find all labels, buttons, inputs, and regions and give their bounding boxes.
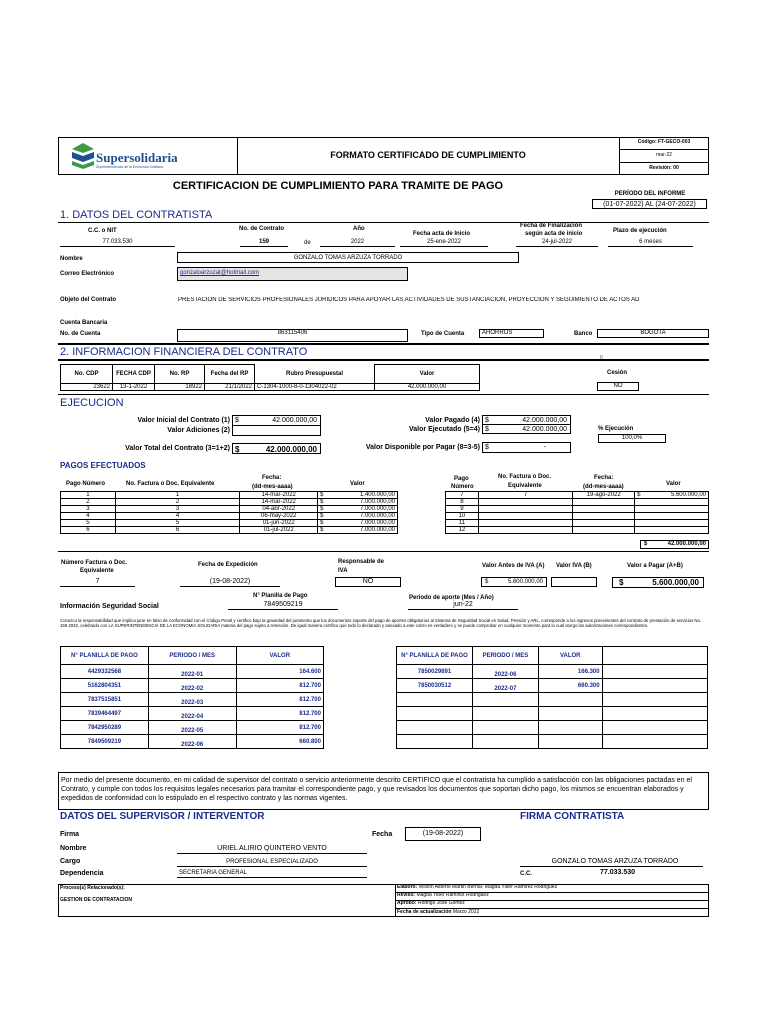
payment-date (573, 513, 635, 520)
planilla-period: 2022-04 (148, 707, 236, 721)
payments-total (640, 540, 709, 549)
payment-currency: $ (318, 499, 330, 506)
cdp-h-rubro: Rubro Presupuestal (255, 365, 375, 384)
year-value: 2022 (350, 239, 365, 245)
period-label: PERÍODO DEL INFORME (614, 191, 686, 197)
dep-value: SECRETARIA GENERAL (179, 870, 247, 876)
planilla-number: 5162804351 (61, 679, 149, 693)
rp-date: 21/1/2022 (205, 384, 255, 391)
payment-date: 01-jun-2022 (240, 520, 318, 527)
payment-number: 3 (61, 506, 116, 513)
sec2-mark: II (600, 355, 603, 361)
payment-value (645, 513, 709, 520)
payment-row (446, 513, 709, 520)
payment-invoice: 2 (115, 499, 240, 506)
updated (397, 910, 479, 915)
planilla-period: 2022-03 (148, 693, 236, 707)
planilla-period: 2022-07 (472, 679, 538, 693)
fecha-label: Fecha (372, 831, 393, 838)
pay-h-inv2b: Equivalente (508, 483, 542, 489)
payment-value: 7.000.000,00 (330, 527, 398, 534)
dep-label: Dependencia (60, 870, 104, 877)
planilla-extra (602, 735, 707, 749)
pay-h-inv: No. Factura o Doc. Equivalente (126, 481, 215, 487)
proc-label: Proceso(s) Relacionado(s): (60, 885, 125, 891)
cur-sign: $ (644, 541, 648, 547)
planillas-left-table (60, 646, 324, 749)
elaboro (397, 885, 557, 890)
cargo-label: Cargo (60, 858, 81, 865)
end-value: 24-jul-2022 (541, 239, 573, 245)
planilla-row (61, 721, 324, 735)
ss-period-label: Periodo de aporte (Mes / Año) (409, 595, 494, 601)
doc-code: Código: FT-GECO-003 (637, 139, 691, 145)
planilla-number: 4429332568 (61, 665, 149, 679)
cesion-label: Cesión (607, 370, 628, 376)
payment-date (573, 499, 635, 506)
planilla-row (397, 665, 708, 679)
sup-name-label: Nombre (60, 845, 87, 852)
planilla-period (472, 707, 538, 721)
contractor-cc: 77.033.530 (600, 869, 636, 876)
apr-value: Rodrigo Jose Gómez (417, 900, 465, 906)
planilla-value: 812.700 (236, 693, 323, 707)
executed-label: Valor Ejecutado (5=4) (409, 426, 480, 433)
cdp-date: 13-1-2022 (113, 384, 155, 391)
payment-number: 1 (61, 492, 116, 499)
cur-sign: $ (485, 417, 489, 424)
payment-invoice: 5 (115, 520, 240, 527)
payment-value: 7.000.000,00 (330, 513, 398, 520)
payment-invoice (478, 513, 572, 520)
email-field[interactable]: gonzaloarzuzat@hotmail.com (177, 267, 408, 281)
payment-date: 19-ago-2022 (573, 492, 635, 499)
payment-date: 01-jul-2022 (240, 527, 318, 534)
planilla-number: 7842950289 (61, 721, 149, 735)
planilla-number (397, 735, 473, 749)
initial-label: Valor Inicial del Contrato (1) (137, 417, 230, 424)
executed-value: 42.000.000,00 (522, 426, 567, 433)
planilla-period: 2022-06 (472, 665, 538, 679)
total-value: 42.000.000,00 (265, 445, 317, 454)
contract-label: No. de Contrato (239, 226, 284, 232)
term-label: Plazo de ejecución (613, 228, 667, 234)
payment-date: 04-abr-2022 (240, 506, 318, 513)
payment-number: 8 (446, 499, 479, 506)
planilla-value (538, 707, 602, 721)
iva-resp: NO (335, 577, 401, 587)
planilla-period (472, 735, 538, 749)
payment-number: 12 (446, 527, 479, 534)
payment-row (446, 506, 709, 513)
planilla-number: 7849509219 (61, 735, 149, 749)
add-field (232, 425, 321, 436)
payment-invoice (478, 499, 572, 506)
payment-row (61, 506, 398, 513)
cur-inv-label2: Equivalente (80, 568, 114, 574)
payment-currency: $ (318, 513, 330, 520)
add-label: Valor Adiciones (2) (167, 427, 230, 434)
pay-h-date1: Fecha: (262, 475, 282, 481)
payment-invoice (478, 520, 572, 527)
planilla-value: 660.300 (538, 679, 602, 693)
planilla-row (397, 735, 708, 749)
cdp-h-rp: No. RP (155, 365, 205, 384)
payment-invoice (478, 527, 572, 534)
payment-date (573, 520, 635, 527)
payment-number: 5 (61, 520, 116, 527)
to-pay-field (612, 577, 704, 588)
cur-sign: $ (485, 444, 489, 451)
object-value: PRESTACIÓN DE SERVICIOS PROFESIONALES JURIDICOS PARA APOYAR LAS ACTIVIDADES DE SUSTANCIACION, PROYECCIÓN Y SEGUIMIENTO DE ACTOS AD (178, 297, 640, 303)
payment-number: 7 (446, 492, 479, 499)
payment-date (573, 527, 635, 534)
planilla-value: 7849509219 (263, 601, 303, 608)
exp-date-label: Fecha de Expedición (198, 562, 258, 568)
pay-h-date2: (dd-mes-aaaa) (252, 484, 293, 490)
planilla-period: 2022-01 (148, 665, 236, 679)
payment-currency: $ (635, 492, 645, 499)
cc-value: 77.033.530 (102, 239, 133, 245)
contractor-sign-title: FIRMA CONTRATISTA (520, 811, 625, 822)
cdp-num: 23622 (61, 384, 113, 391)
planilla-header-row (61, 647, 324, 665)
total-label: Valor Total del Contrato (3=1+2) (125, 445, 230, 452)
cur-sign: $ (619, 578, 624, 587)
payment-currency (635, 506, 645, 513)
pay-h-val: Valor (350, 481, 365, 487)
aprobo (397, 901, 465, 906)
pct-label: % Ejecución (598, 426, 634, 432)
payment-row (61, 492, 398, 499)
period-value: (01-07-2022) AL (24-07-2022) (592, 199, 707, 209)
year-label: Año (353, 226, 365, 232)
payment-value: 7.000.000,00 (330, 506, 398, 513)
payment-currency (635, 499, 645, 506)
payments-total-value: 42.000.000,00 (667, 541, 706, 547)
acc-type-label: Tipo de Cuenta (421, 331, 465, 337)
iva-val-field (551, 577, 597, 587)
contract-de: de (304, 240, 311, 246)
cdp-value: 42.000.000,00 (375, 384, 480, 391)
start-label: Fecha acta de Inicio (413, 231, 471, 237)
form-title: FORMATO CERTIFICADO DE CUMPLIMIENTO (330, 150, 526, 160)
planilla-row (61, 693, 324, 707)
payment-value: 7.000.000,00 (330, 520, 398, 527)
planilla-row (397, 707, 708, 721)
contractor-name: GONZALO TOMAS ARZUZA TORRADO (551, 858, 679, 865)
exp-date: (19-08-2022) (209, 578, 251, 585)
planilla-number: 7850030512 (397, 679, 473, 693)
planilla-row (61, 735, 324, 749)
logo-icon (70, 141, 96, 171)
payment-date: 06-may-2022 (240, 513, 318, 520)
planilla-period: 2022-02 (148, 679, 236, 693)
available-value: - (543, 444, 546, 451)
cur-inv: 7 (95, 578, 100, 585)
before-iva: 5.600.000,00 (507, 579, 543, 585)
planilla-h-period: PERIODO / MES (148, 647, 236, 665)
firma-label: Firma (60, 831, 80, 838)
planilla-h-val: VALOR (538, 647, 602, 665)
elab-label: Elaboró: (397, 884, 418, 890)
iva-val-label: Valor IVA (B) (556, 563, 592, 569)
payment-currency (635, 513, 645, 520)
planilla-row (397, 721, 708, 735)
iva-label1: Responsable de (338, 559, 385, 565)
payment-date (573, 506, 635, 513)
planilla-header-row (397, 647, 708, 665)
planilla-row (61, 665, 324, 679)
payment-currency (635, 527, 645, 534)
supervisor-statement: Por medio del presente documento, en mi calidad de supervisor del contrato o servicio anteriormente descrito CERTIFICO que el contratista ha cumplido a satisfacción con las obligaciones pactadas en el Contrato, y cumple con todos los requisitos legales necesarios para tramitar el correspondiente pago, y que revisados los documentos que soportan dicho pago, los mismos se encuentran elaborados y expedidos de conformidad con lo estipulado en el respectivo contrato y las normas vigentes. (61, 777, 692, 802)
planilla-row (61, 679, 324, 693)
pay-h-valb: Valor (666, 481, 681, 487)
payment-value: 1.400.000,00 (330, 492, 398, 499)
payment-currency: $ (318, 527, 330, 534)
payment-row (61, 520, 398, 527)
contractor-cc-label: C.C. (520, 871, 532, 877)
planilla-period (472, 721, 538, 735)
payment-currency: $ (318, 492, 330, 499)
payments-right-table (445, 491, 709, 534)
pay-h-num2a: Pago (454, 476, 469, 482)
payment-value (645, 520, 709, 527)
planilla-extra (602, 707, 707, 721)
payment-number: 6 (61, 527, 116, 534)
cur-inv-label1: Número Factura o Doc. (61, 560, 128, 566)
paid-label: Valor Pagado (4) (425, 417, 480, 424)
payment-currency (635, 520, 645, 527)
cur-sign: $ (485, 426, 489, 433)
ss-label: Información Seguridad Social (60, 603, 159, 610)
planilla-label: N° Planilla de Pago (253, 593, 308, 599)
execution-title: EJECUCION (60, 397, 124, 409)
planilla-row (397, 679, 708, 693)
planillas-right-table (396, 646, 708, 749)
planilla-value: 164.600 (236, 665, 323, 679)
pay-h-num: Pago Número (66, 481, 106, 487)
planilla-number (397, 721, 473, 735)
planilla-period: 2022-06 (148, 735, 236, 749)
planilla-value (538, 735, 602, 749)
cur-sign: $ (235, 417, 239, 424)
section-1-title: 1. DATOS DEL CONTRATISTA (60, 209, 213, 221)
sup-name: URIEL ALIRIO QUINTERO VENTO (217, 845, 327, 852)
available-field (482, 442, 571, 453)
bank-acc-label: Cuenta Bancaria (60, 320, 108, 326)
name-field: GONZALO TOMAS ARZUZA TORRADO (177, 252, 519, 263)
upd-label: Fecha de actualización (397, 909, 452, 915)
payment-row (61, 499, 398, 506)
planilla-value (538, 693, 602, 707)
contract-value: 159 (258, 239, 269, 245)
planilla-extra (602, 721, 707, 735)
ss-period: jun-22 (453, 601, 473, 608)
pay-h-date2b: (dd-mes-aaaa) (583, 484, 624, 490)
planilla-value: 812.700 (236, 679, 323, 693)
paid-value: 42.000.000,00 (522, 417, 567, 424)
planilla-extra (602, 665, 707, 679)
account-field: 863115406 (177, 329, 408, 342)
before-iva-label: Valor Antes de IVA (A) (482, 563, 545, 569)
doc-date: mar-22 (656, 152, 672, 158)
acc-type-field: AHORROS (479, 329, 544, 338)
cdp-h-date: FECHA CDP (113, 365, 155, 384)
term-value: 6 meses (639, 239, 662, 245)
payment-currency: $ (318, 506, 330, 513)
rubro: C-1304-1000-8-0-1304022-02 (255, 384, 375, 391)
planilla-number: 7850029891 (397, 665, 473, 679)
planilla-h-num: N° PLANILLA DE PAGO (61, 647, 149, 665)
payment-value (645, 506, 709, 513)
planilla-extra (602, 693, 707, 707)
available-label: Valor Disponible por Pagar (8=3-5) (365, 444, 480, 451)
to-pay: 5.600.000,00 (652, 578, 699, 587)
payments-left-table (60, 491, 398, 534)
planilla-number (397, 707, 473, 721)
start-value: 25-ene-2022 (426, 239, 462, 245)
cur-sign: $ (235, 445, 240, 454)
rev-value: Magda Yiber Ramirez Rodriguez (416, 892, 489, 898)
planilla-value: 812.700 (236, 721, 323, 735)
cur-sign: $ (485, 579, 489, 585)
bank-field: BOGOTA (597, 329, 709, 338)
payment-row (446, 492, 709, 499)
payment-number: 4 (61, 513, 116, 520)
reviso (397, 893, 489, 898)
object-label: Objeto del Contrato (60, 297, 116, 303)
payment-currency: $ (318, 520, 330, 527)
planilla-number: 7837515851 (61, 693, 149, 707)
payment-row (446, 527, 709, 534)
payment-invoice (478, 506, 572, 513)
payment-row (61, 527, 398, 534)
cargo-value: PROFESIONAL ESPECIALIZADO (226, 859, 318, 865)
proc-value: GESTION DE CONTRATACION (60, 897, 133, 903)
elab-value: Wilson Alberto Martin Bernal- Magda Yiber Ramirez Rodriguez (418, 884, 558, 890)
planilla-extra (602, 647, 707, 665)
payment-invoice: 6 (115, 527, 240, 534)
section-2-title: 2. INFORMACION FINANCIERA DEL CONTRATO (60, 346, 308, 358)
doc-revision: Revisión: 00 (649, 165, 679, 171)
planilla-h-num: N° PLANILLA DE PAGO (397, 647, 473, 665)
logo-text: Supersolidaria (96, 150, 178, 165)
executed-field (482, 424, 571, 434)
rp-num: 18922 (155, 384, 205, 391)
upd-value: Marzo 2022 (452, 909, 480, 915)
payment-date: 14-mar-2022 (240, 499, 318, 506)
name-label: Nombre (60, 256, 83, 262)
payment-number: 9 (446, 506, 479, 513)
payment-row (446, 499, 709, 506)
payment-value (645, 499, 709, 506)
payment-invoice: 1 (115, 492, 240, 499)
planilla-value: 660.800 (236, 735, 323, 749)
cc-label: C.C. o NIT (88, 228, 117, 234)
payment-invoice: 7 (478, 492, 572, 499)
acc-no-label: No. de Cuenta (60, 331, 101, 337)
planilla-period (472, 693, 538, 707)
apr-label: Aprobó: (397, 900, 417, 906)
payment-value (645, 527, 709, 534)
total-field (232, 443, 321, 454)
ss-legal-text: Conozco la responsabilidad que implica jurar en falso de conformidad con el Código Penal y certifico bajo la gravedad del juramento que los documentos soporte del pago de aportes obligatorios al Sistema de Seguridad Social en Salud, Pensión y ARL, corresponde a los ingresos provenientes del contrato de prestación de servicios No. 159 2022, celebrado con LA SUPERINTENDENCIA DE LA ECONOMIA SOLIDARIA materia del pago sujeto a retención. De igual manera certifico que todo lo declarado y anexado a este cobro es verdadero y se puede comprobar en cualquier momento para lo cual otorgo las autorizaciones correspondientes. (60, 618, 702, 629)
email-label: Correo Electrónico (60, 271, 115, 277)
fecha-value: (19-08-2022) (405, 827, 481, 841)
planilla-extra (602, 679, 707, 693)
pay-h-inv2a: No. Factura o Doc. (498, 474, 552, 480)
planilla-row (61, 707, 324, 721)
cdp-row (61, 384, 480, 391)
iva-label2: IVA (338, 568, 348, 574)
cdp-h-rpdate: Fecha del RP (205, 365, 255, 384)
cdp-h-num: No. CDP (61, 365, 113, 384)
pay-h-date1b: Fecha: (594, 475, 614, 481)
before-iva-field (481, 577, 547, 587)
to-pay-label: Valor a Pagar (A+B) (627, 563, 683, 569)
payment-date: 14-mar-2022 (240, 492, 318, 499)
logo-subtitle: Superintendencia de la Economía Solidaria (96, 165, 164, 169)
planilla-value: 812.700 (236, 707, 323, 721)
payment-invoice: 4 (115, 513, 240, 520)
cdp-h-value: Valor (375, 365, 480, 384)
cesion-value: NO (597, 382, 639, 391)
planilla-value (538, 721, 602, 735)
planilla-period: 2022-05 (148, 721, 236, 735)
payment-number: 10 (446, 513, 479, 520)
rev-label: Revisó: (397, 892, 416, 898)
initial-value: 42.000.000,00 (272, 417, 317, 424)
cdp-header-row (61, 365, 480, 384)
end-label-2: según acta de inicio (525, 231, 583, 237)
planilla-number (397, 693, 473, 707)
main-title: CERTIFICACION DE CUMPLIMIENTO PARA TRAMITE DE PAGO (172, 180, 504, 192)
planilla-h-val: VALOR (236, 647, 323, 665)
payment-number: 2 (61, 499, 116, 506)
end-label-1: Fecha de Finalización (520, 223, 583, 229)
pct-value: 100,0% (598, 434, 666, 443)
pay-h-num2b: Número (451, 484, 474, 490)
payment-invoice: 3 (115, 506, 240, 513)
planilla-row (397, 693, 708, 707)
payment-row (446, 520, 709, 527)
payment-value: 7.000.000,00 (330, 499, 398, 506)
cdp-table (60, 364, 480, 391)
payment-row (61, 513, 398, 520)
payment-value: 5.600.000,00 (645, 492, 709, 499)
payment-number: 11 (446, 520, 479, 527)
planilla-value: 166.300 (538, 665, 602, 679)
payments-title: PAGOS EFECTUADOS (60, 461, 146, 470)
logo (70, 141, 96, 175)
supervisor-title: DATOS DEL SUPERVISOR / INTERVENTOR (60, 811, 265, 822)
bank-label: Banco (574, 331, 593, 337)
planilla-h-period: PERIODO / MES (472, 647, 538, 665)
planilla-number: 7839464497 (61, 707, 149, 721)
